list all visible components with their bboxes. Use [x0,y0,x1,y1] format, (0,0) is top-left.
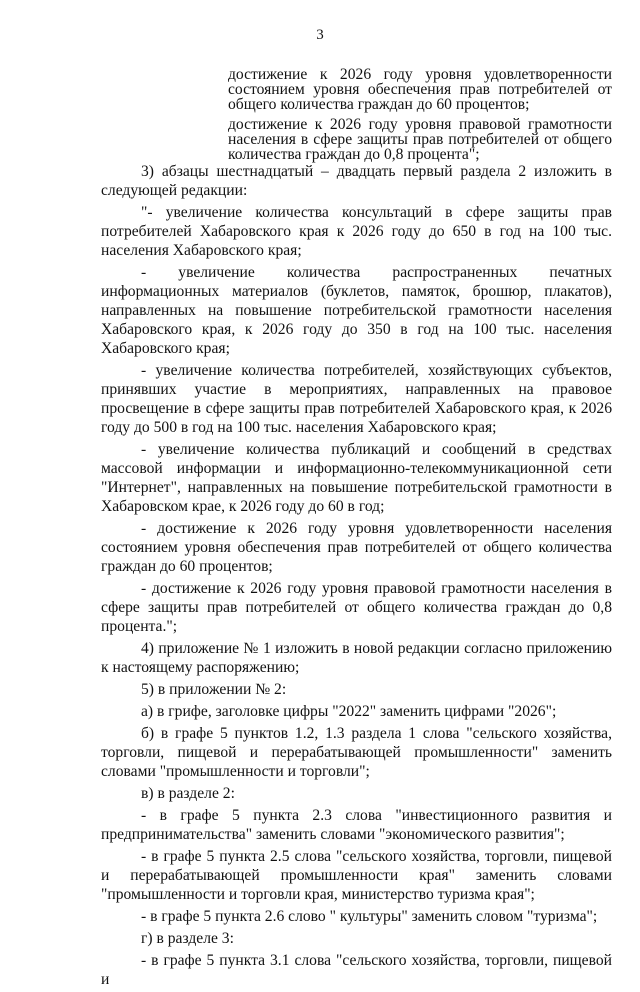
document-body [101,162,612,992]
paragraph-2: "- увеличение количества консультаций в сфере защиты прав потребителей Хабаровского края к 2026 году до 650 в год на 100 тыс. населения Хабаровского края; [101,204,612,259]
quoted-item-2: достижение к 2026 году уровня правовой грамотности населения в сфере защиты прав потребителей от общего количества граждан до 0,8 процента"; [228,116,612,163]
paragraph-11: б) в графе 5 пунктов 1.2, 1.3 раздела 1 слова "сельского хозяйства, торговли, пищевой и перерабатывающей промышленности" заменить словами "промышленности и торговли"; [101,725,612,780]
paragraph-6: - достижение к 2026 году уровня удовлетворенности населения состоянием уровня обеспечения прав потребителей от общего количества граждан до 60 процентов; [101,520,612,575]
paragraph-4: - увеличение количества потребителей, хозяйствующих субъектов, принявших участие в мероприятиях, направленных на правовое просвещение в сфере защиты прав потребителей Хабаровского края, к 2026 году до 500 в год на 100 тыс. населения Хабаровского края; [101,362,612,436]
paragraph-15: - в графе 5 пункта 2.6 слово " культуры" заменить словом "туризма"; [141,908,598,925]
paragraph-10: а) в грифе, заголовке цифры "2022" заменить цифрами "2026"; [141,703,557,720]
paragraph-1: 3) абзацы шестнадцатый – двадцать первый раздела 2 изложить в следующей редакции: [101,163,612,199]
paragraph-3: - увеличение количества распространенных печатных информационных материалов (буклетов, памяток, брошюр, плакатов), направленных на повышение потребительской грамотности населения Хабаровского края, к 2026 году до 350 в год на 100 тыс. населения Хабаровского края; [101,264,612,357]
paragraph-5: - увеличение количества публикаций и сообщений в средствах массовой информации и информационно-телекоммуникационной сети "Интернет", направленных на повышение потребительской грамотности в Хабаровском крае, к 2026 году до 60 в год; [101,441,612,515]
paragraph-7: - достижение к 2026 году уровня правовой грамотности населения в сфере защиты прав потребителей от общего количества граждан до 0,8 процента."; [101,580,612,635]
paragraph-12: в) в разделе 2: [141,785,235,802]
paragraph-8: 4) приложение № 1 изложить в новой редакции согласно приложению к настоящему распоряжению; [101,640,612,676]
paragraph-13: - в графе 5 пункта 2.3 слова "инвестиционного развития и предпринимательства" заменить словами "экономического развития"; [101,807,612,843]
paragraph-16: г) в разделе 3: [141,930,234,947]
quoted-item-1: достижение к 2026 году уровня удовлетворенности состоянием уровня обеспечения прав потребителей от общего количества граждан до 60 процентов; [228,66,612,113]
paragraph-9: 5) в приложении № 2: [141,681,287,698]
paragraph-14: - в графе 5 пункта 2.5 слова "сельского хозяйства, торговли, пищевой и перерабатывающей промышленности края" заменить словами "промышленности и торговли края, министерство туризма края"; [101,848,612,903]
paragraph-17: - в графе 5 пункта 3.1 слова "сельского хозяйства, торговли, пищевой и [101,952,612,988]
page-number: 3 [316,27,324,43]
